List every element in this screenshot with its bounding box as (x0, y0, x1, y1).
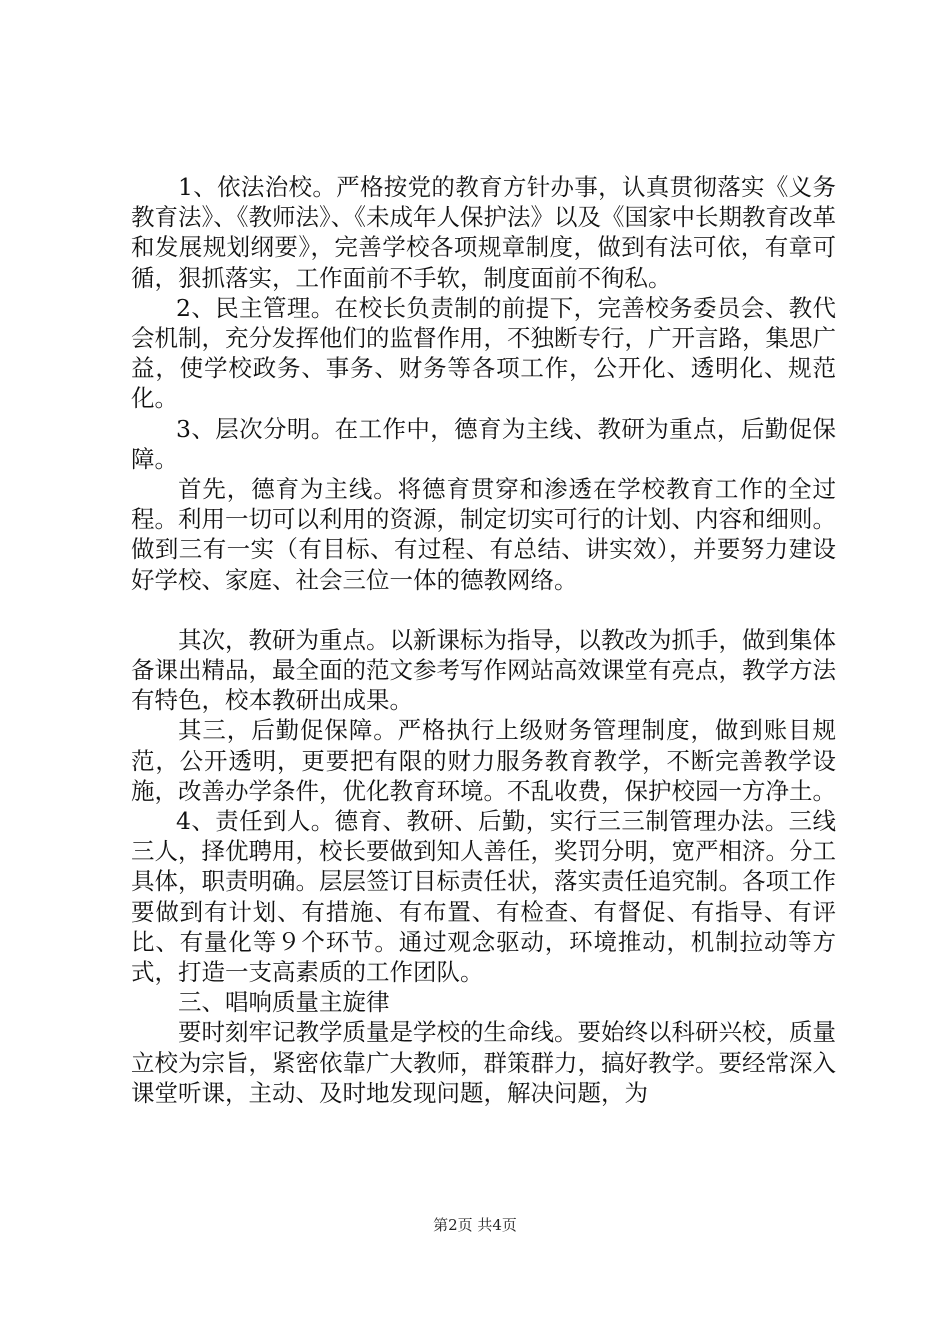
paragraph-teaching-research: 其次，教研为重点。以新课标为指导，以教改为抓手，做到集体备课出精品，最全面的范文参考写作网站高效课堂有亮点，教学方法有特色，校本教研出成果。 (131, 625, 836, 715)
page-number-footer: 第2页 共4页 (433, 1216, 517, 1234)
document-body (131, 172, 836, 1108)
paragraph-moral-education: 首先，德育为主线。将德育贯穿和渗透在学校教育工作的全过程。利用一切可以利用的资源，制定切实可行的计划、内容和细则。做到三有一实（有目标、有过程、有总结、讲实效），并要努力建设好学校、家庭、社会三位一体的德教网络。 (131, 475, 836, 594)
paragraph-teaching-quality: 要时刻牢记教学质量是学校的生命线。要始终以科研兴校，质量立校为宗旨，紧密依靠广大教师，群策群力，搞好教学。要经常深入课堂听课，主动、及时地发现问题，解决问题，为 (131, 1018, 836, 1107)
paragraph-logistics: 其三，后勤促保障。严格执行上级财务管理制度，做到账目规范，公开透明，更要把有限的财力服务教育教学，不断完善教学设施，改善办学条件，优化教育环境。不乱收费，保护校园一方净土。 (131, 716, 836, 805)
paragraph-clear-levels: 3、层次分明。在工作中，德育为主线、教研为重点，后勤促保障。 (131, 414, 836, 473)
paragraph-rule-by-law: 1、依法治校。严格按党的教育方针办事，认真贯彻落实《义务教育法》、《教师法》、《未成年人保护法》以及《国家中长期教育改革和发展规划纲要》，完善学校各项规章制度，做到有法可依，有章可循，狠抓落实，工作面前不手软，制度面前不徇私。 (131, 173, 836, 292)
paragraph-democratic-management: 2、民主管理。在校长负责制的前提下，完善校务委员会、教代会机制，充分发挥他们的监督作用，不独断专行，广开言路，集思广益，使学校政务、事务、财务等各项工作，公开化、透明化、规范化。 (131, 293, 836, 413)
section-heading-quality: 三、唱响质量主旋律 (178, 988, 390, 1017)
paragraph-responsibility: 4、责任到人。德育、教研、后勤，实行三三制管理办法。三线三人，择优聘用，校长要做到知人善任，奖罚分明，宽严相济。分工具体，职责明确。层层签订目标责任状，落实责任追究制。各项工作要做到有计划、有措施、有布置、有检查、有督促、有指导、有评比、有量化等９个环节。通过观念驱动，环境推动，机制拉动等方式，打造一支高素质的工作团队。 (131, 807, 836, 987)
